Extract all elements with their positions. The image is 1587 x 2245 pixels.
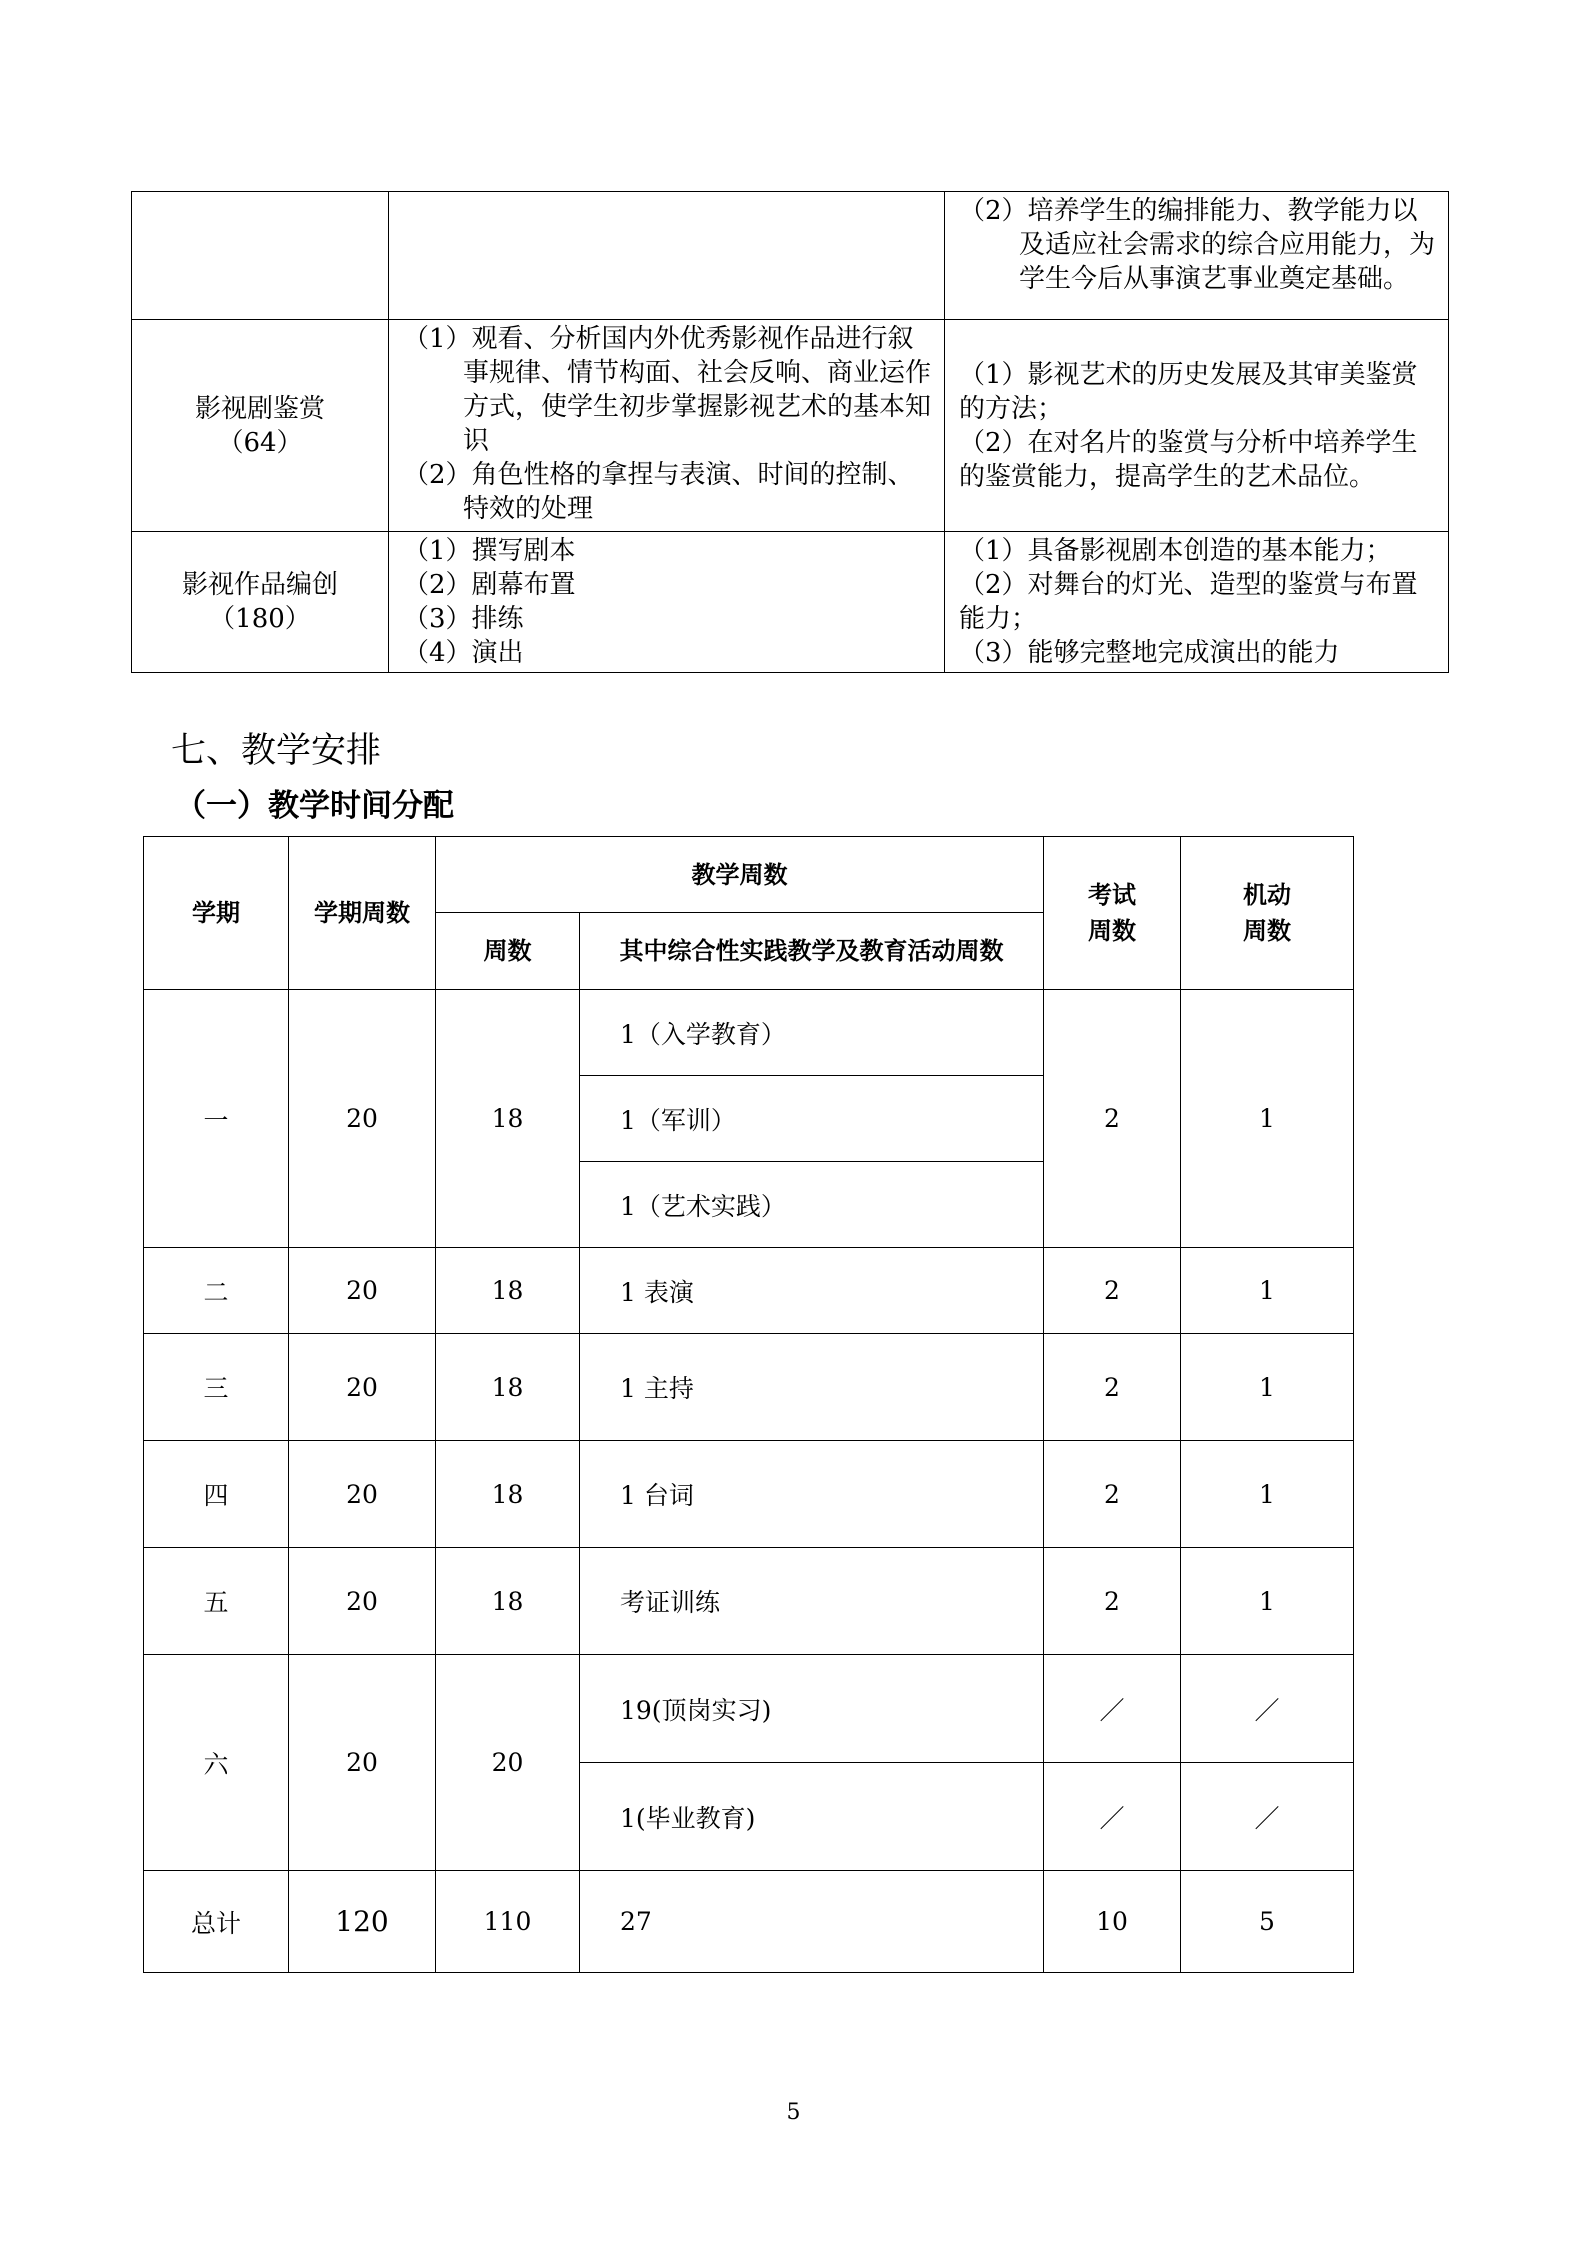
table-row [144, 1871, 1354, 1973]
subsection-title: （一）教学时间分配 [175, 788, 454, 824]
goal-item: （3）能够完整地完成演出的能力 [959, 638, 1340, 668]
table-row [144, 1548, 1354, 1655]
content-item: （3）排练 [403, 604, 524, 634]
exam-weeks-cell: 2 [1044, 990, 1181, 1248]
weeks-cell: 20 [436, 1655, 580, 1871]
header-practice-weeks: 其中综合性实践教学及教育活动周数 [580, 913, 1044, 990]
table-row [144, 1441, 1354, 1548]
practice-cell: 1 台词 [580, 1441, 1044, 1548]
header-term-weeks: 学期周数 [289, 837, 436, 990]
term-weeks-cell: 20 [289, 990, 436, 1248]
practice-cell: 1（入学教育） [580, 990, 1044, 1076]
term-cell: 四 [144, 1441, 289, 1548]
course-hours: （180） [209, 604, 311, 634]
course-name-cell [132, 192, 389, 320]
course-goals-cell [945, 532, 1449, 673]
exam-weeks-cell: 2 [1044, 1548, 1181, 1655]
table-row [144, 1334, 1354, 1441]
practice-cell: 1（艺术实践） [580, 1162, 1044, 1248]
course-goals [945, 532, 1448, 672]
exam-weeks-cell: 2 [1044, 1248, 1181, 1334]
weeks-cell: 18 [436, 990, 580, 1248]
course-content [389, 532, 944, 672]
goal-item: （1）具备影视剧本创造的基本能力； [959, 536, 1392, 566]
term-cell: 一 [144, 990, 289, 1248]
course-content [389, 192, 944, 196]
exam-weeks-cell: 2 [1044, 1334, 1181, 1441]
term-weeks-cell: 20 [289, 1441, 436, 1548]
flexible-weeks-cell: 1 [1181, 990, 1354, 1248]
section-title: 七、教学安排 [171, 731, 382, 771]
weeks-cell: 18 [436, 1248, 580, 1334]
term-weeks-cell: 20 [289, 1655, 436, 1871]
content-item: （4）演出 [403, 638, 524, 668]
table-row [144, 1248, 1354, 1334]
course-goals [945, 356, 1448, 496]
exam-weeks-cell: 2 [1044, 1441, 1181, 1548]
goal-item: （2）在对名片的鉴赏与分析中培养学生的鉴赏能力，提高学生的艺术品位。 [959, 427, 1418, 492]
term-cell: 二 [144, 1248, 289, 1334]
practice-cell: 考证训练 [580, 1548, 1044, 1655]
course-goals-cell [945, 192, 1449, 320]
flexible-weeks-cell: 1 [1181, 1248, 1354, 1334]
table-row [132, 320, 1449, 532]
content-item: （2）角色性格的拿捏与表演、时间的控制、特效的处理 [403, 460, 914, 524]
course-goals-cell [945, 320, 1449, 532]
exam-weeks-cell: 10 [1044, 1871, 1181, 1973]
course-content-cell [389, 532, 945, 673]
practice-cell: 1 表演 [580, 1248, 1044, 1334]
table-row [144, 990, 1354, 1076]
flexible-weeks-cell: 5 [1181, 1871, 1354, 1973]
header-row [144, 837, 1354, 913]
weeks-cell: 110 [436, 1871, 580, 1973]
flexible-weeks-cell: 1 [1181, 1334, 1354, 1441]
header-weeks: 周数 [436, 913, 580, 990]
goal-item: （1）影视艺术的历史发展及其审美鉴赏的方法； [959, 359, 1418, 424]
term-cell: 总计 [144, 1871, 289, 1973]
exam-weeks-cell: ／ [1044, 1763, 1181, 1871]
term-cell: 五 [144, 1548, 289, 1655]
course-content-cell [389, 192, 945, 320]
teaching-time-table [143, 836, 1354, 1973]
course-hours: （64） [217, 427, 303, 458]
exam-weeks-cell: ／ [1044, 1655, 1181, 1763]
course-goals-table [131, 191, 1449, 673]
header-teaching-weeks: 教学周数 [436, 837, 1044, 913]
weeks-cell: 18 [436, 1334, 580, 1441]
goal-item: （2）对舞台的灯光、造型的鉴赏与布置能力； [959, 570, 1418, 634]
practice-cell: 19(顶岗实习) [580, 1655, 1044, 1763]
term-weeks-cell: 120 [289, 1871, 436, 1973]
term-cell: 六 [144, 1655, 289, 1871]
page-number: 5 [786, 2100, 801, 2125]
table-row [144, 1655, 1354, 1763]
flexible-weeks-cell: ／ [1181, 1655, 1354, 1763]
course-content-cell [389, 320, 945, 532]
table-row [132, 532, 1449, 673]
practice-cell: 1 主持 [580, 1334, 1044, 1441]
practice-cell: 1（军训） [580, 1076, 1044, 1162]
flexible-weeks-cell: 1 [1181, 1441, 1354, 1548]
flexible-weeks-cell: 1 [1181, 1548, 1354, 1655]
header-term: 学期 [144, 837, 289, 990]
term-weeks-cell: 20 [289, 1548, 436, 1655]
weeks-cell: 18 [436, 1548, 580, 1655]
course-goals [945, 192, 1448, 298]
weeks-cell: 18 [436, 1441, 580, 1548]
flexible-weeks-cell: ／ [1181, 1763, 1354, 1871]
table-row [132, 192, 1449, 320]
course-content [389, 320, 944, 528]
content-item: （1）观看、分析国内外优秀影视作品进行叙事规律、情节构面、社会反响、商业运作方式，使学生初步掌握影视艺术的基本知识 [403, 324, 932, 456]
course-name-cell [132, 320, 389, 532]
practice-cell: 1(毕业教育) [580, 1763, 1044, 1871]
header-flexible-weeks: 机动 周数 [1181, 837, 1354, 990]
term-weeks-cell: 20 [289, 1248, 436, 1334]
term-cell: 三 [144, 1334, 289, 1441]
content-item: （1）撰写剧本 [403, 536, 576, 566]
course-name: 影视剧鉴赏 [194, 393, 325, 424]
header-exam-weeks: 考试 周数 [1044, 837, 1181, 990]
term-weeks-cell: 20 [289, 1334, 436, 1441]
content-item: （2）剧幕布置 [403, 570, 576, 600]
practice-cell: 27 [580, 1871, 1044, 1973]
course-name-cell [132, 532, 389, 673]
goal-item: （2）培养学生的编排能力、教学能力以及适应社会需求的综合应用能力，为学生今后从事演艺事业奠定基础。 [959, 196, 1436, 294]
course-name: 影视作品编创 [181, 570, 338, 600]
